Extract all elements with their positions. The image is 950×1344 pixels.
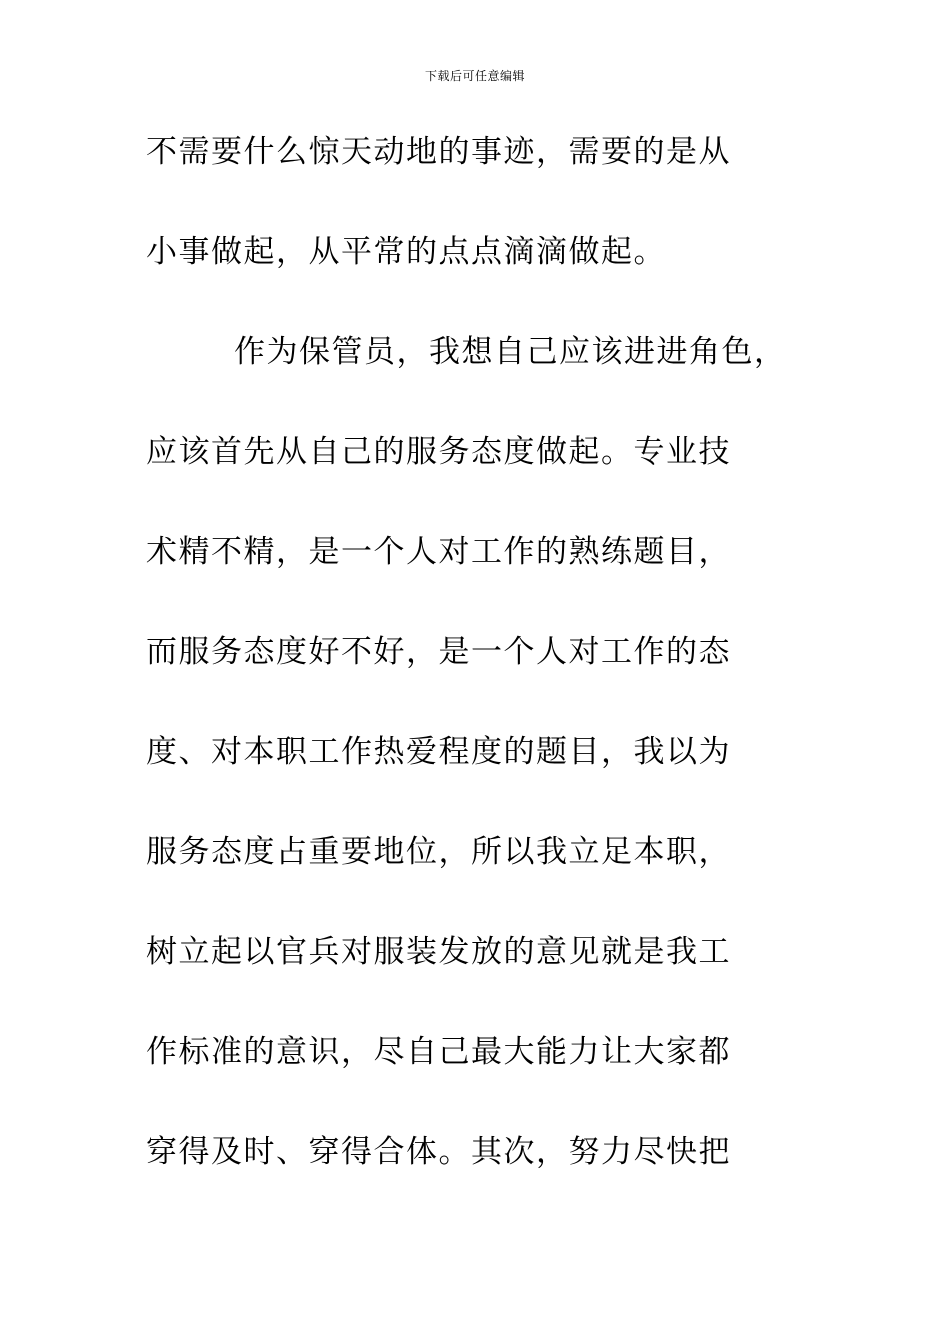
text-line: 而服务态度好不好，是一个人对工作的态	[146, 634, 731, 670]
text-line: 应该首先从自己的服务态度做起。专业技	[146, 434, 731, 470]
text-line: 术精不精，是一个人对工作的熟练题目，	[146, 534, 731, 570]
text-line-paragraph-start: 作为保管员，我想自己应该进进角色，	[234, 334, 787, 370]
document-body	[146, 124, 846, 1224]
text-line: 度、对本职工作热爱程度的题目，我以为	[146, 734, 731, 770]
text-line: 服务态度占重要地位，所以我立足本职，	[146, 834, 731, 870]
text-line: 不需要什么惊天动地的事迹，需要的是从	[146, 134, 731, 170]
text-line: 小事做起，从平常的点点滴滴做起。	[146, 234, 666, 270]
text-line: 作标准的意识，尽自己最大能力让大家都	[146, 1034, 731, 1070]
text-line: 树立起以官兵对服装发放的意见就是我工	[146, 934, 731, 970]
page-header: 下载后可任意编辑	[424, 69, 525, 83]
text-line: 穿得及时、穿得合体。其次，努力尽快把	[146, 1134, 731, 1170]
